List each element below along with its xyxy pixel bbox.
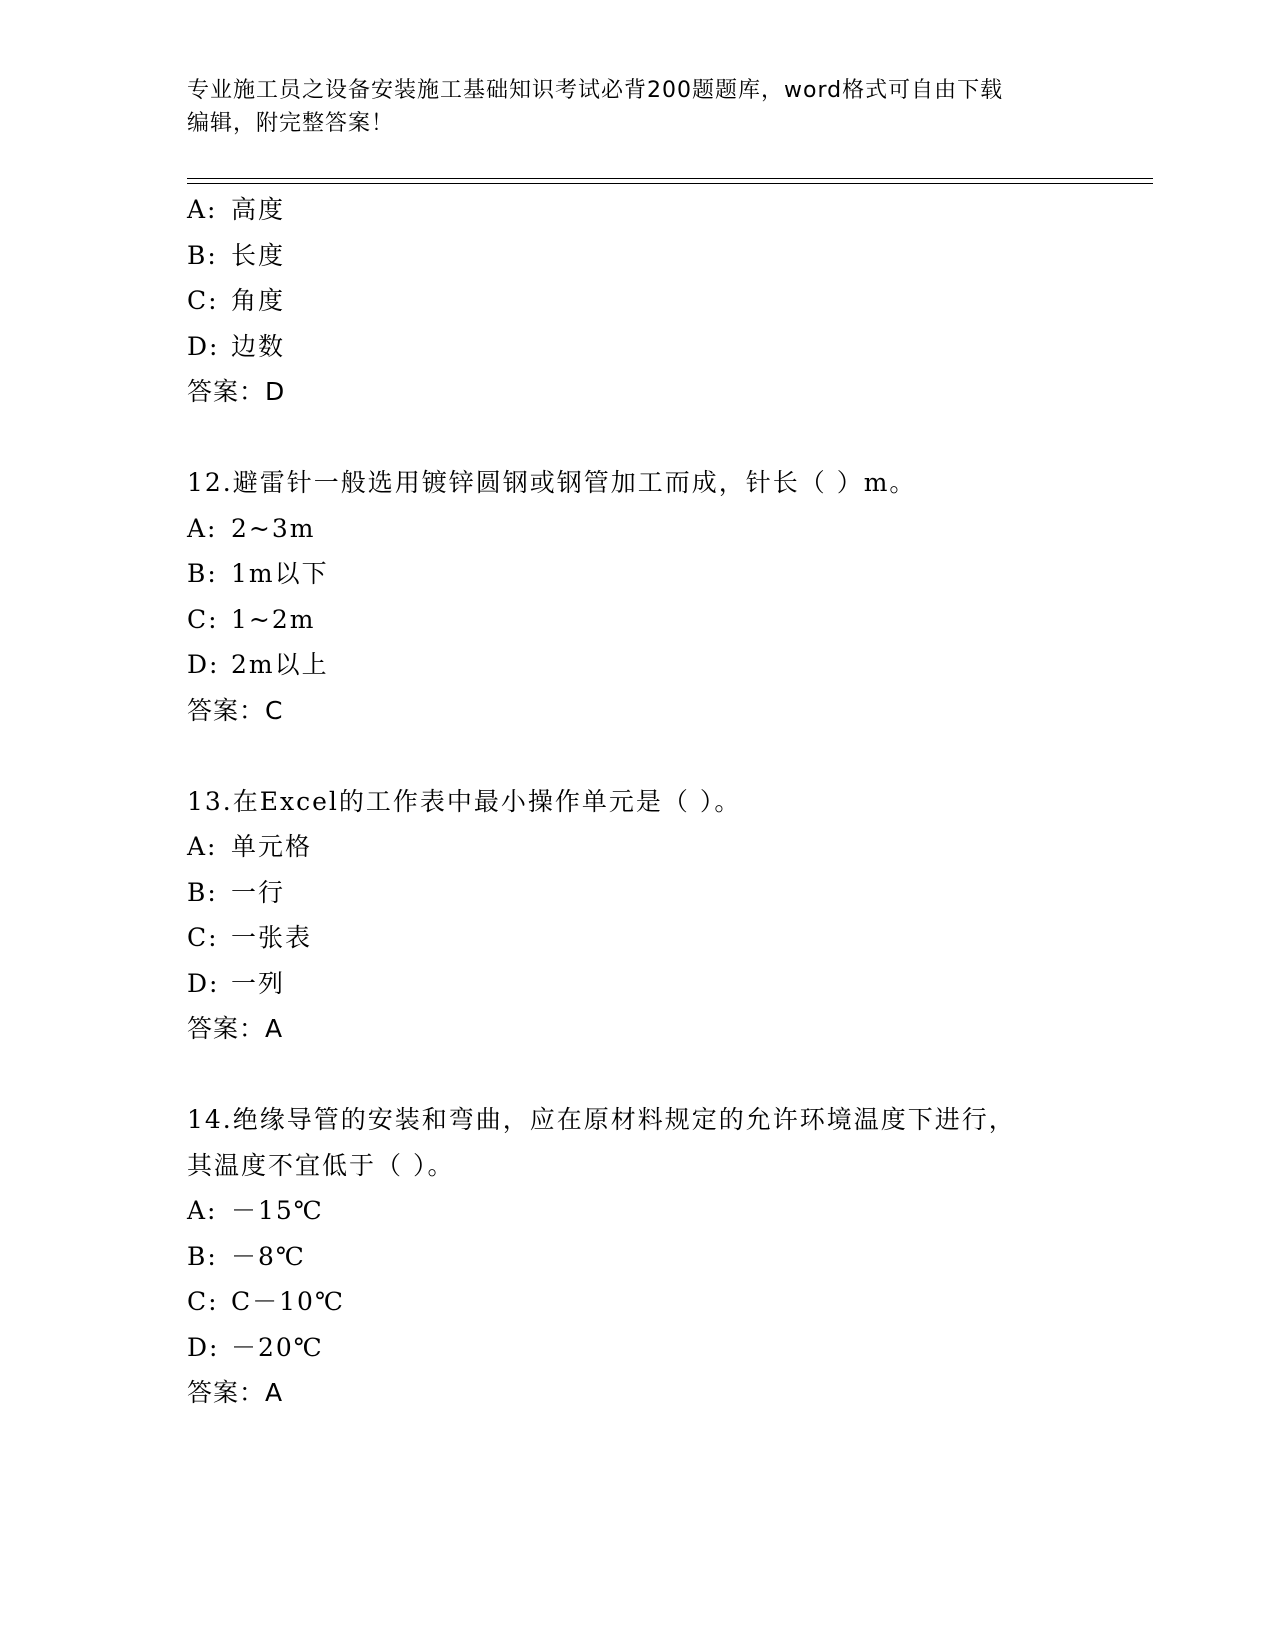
option-text: 长度 <box>231 240 286 270</box>
option-c <box>187 1279 1087 1325</box>
option-d <box>187 961 1087 1007</box>
document-header <box>187 74 1067 140</box>
option-a <box>187 1188 1087 1234</box>
option-label: D: <box>187 331 220 361</box>
option-a <box>187 824 1087 870</box>
option-text: 高度 <box>231 195 286 224</box>
question-text: 13.在Excel的工作表中最小操作单元是（ ）。 <box>187 786 742 816</box>
option-c <box>187 597 1087 643</box>
header-line-2: 编辑，附完整答案！ <box>187 111 395 136</box>
option-text: 一张表 <box>231 923 313 952</box>
option-b <box>187 1234 1087 1280</box>
spacer <box>187 415 1087 461</box>
option-text: －8℃ <box>231 1241 306 1271</box>
header-divider-top <box>187 178 1153 179</box>
option-text: 1~2m <box>231 604 316 634</box>
option-b <box>187 233 1087 279</box>
option-label: C: <box>187 1287 219 1316</box>
option-text: 边数 <box>231 331 286 361</box>
option-label: D: <box>187 1332 220 1362</box>
option-text: 2~3m <box>231 513 316 543</box>
question-text-line-2: 其温度不宜低于（ ）。 <box>187 1150 455 1180</box>
option-label: A: <box>187 832 218 861</box>
option-label: B: <box>187 1241 218 1271</box>
option-text: 一列 <box>231 968 286 998</box>
option-text: －20℃ <box>231 1332 324 1362</box>
option-label: C: <box>187 286 219 315</box>
header-line-1: 专业施工员之设备安装施工基础知识考试必背200题题库，word格式可自由下载 <box>187 78 1004 103</box>
option-label: C: <box>187 604 219 634</box>
spacer <box>187 733 1087 779</box>
option-label: A: <box>187 195 218 224</box>
option-a <box>187 506 1087 552</box>
option-label: B: <box>187 877 218 907</box>
answer: 答案：A <box>187 1378 284 1407</box>
option-c <box>187 915 1087 961</box>
option-b <box>187 551 1087 597</box>
option-d <box>187 642 1087 688</box>
option-text: 单元格 <box>231 832 313 861</box>
spacer <box>187 1052 1087 1098</box>
option-label: C: <box>187 923 219 952</box>
option-text: 角度 <box>231 286 286 315</box>
option-text: C－10℃ <box>231 1287 345 1316</box>
option-label: A: <box>187 513 218 543</box>
question-text: 12.避雷针一般选用镀锌圆钢或钢管加工而成，针长（ ）m。 <box>187 468 917 497</box>
question-13 <box>187 779 1087 1052</box>
question-text-line-1: 14.绝缘导管的安装和弯曲，应在原材料规定的允许环境温度下进行， <box>187 1105 1016 1134</box>
option-text: －15℃ <box>231 1196 324 1225</box>
option-b <box>187 870 1087 916</box>
question-11 <box>187 187 1087 415</box>
header-divider-bottom <box>187 183 1153 184</box>
question-list <box>187 187 1087 1416</box>
option-d <box>187 1325 1087 1371</box>
option-text: 1m以下 <box>231 559 329 588</box>
option-text: 2m以上 <box>231 650 329 679</box>
answer: 答案：A <box>187 1014 284 1043</box>
question-12 <box>187 460 1087 733</box>
option-label: B: <box>187 240 218 270</box>
option-d <box>187 324 1087 370</box>
question-14 <box>187 1097 1087 1416</box>
option-label: D: <box>187 968 220 998</box>
option-label: D: <box>187 650 220 679</box>
answer: 答案：D <box>187 377 286 406</box>
option-c <box>187 278 1087 324</box>
option-label: B: <box>187 559 218 588</box>
option-label: A: <box>187 1196 218 1225</box>
option-text: 一行 <box>231 877 286 907</box>
option-a <box>187 187 1087 233</box>
answer: 答案：C <box>187 695 284 725</box>
